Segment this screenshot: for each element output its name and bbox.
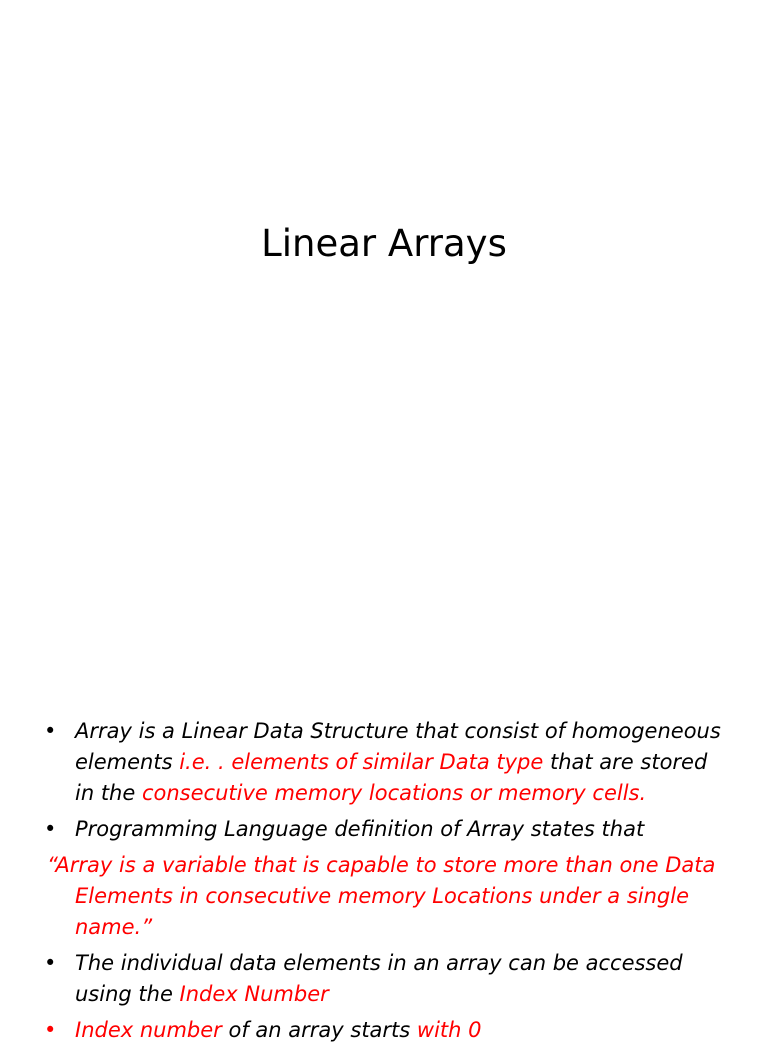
text-segment: of an array starts — [221, 1018, 417, 1042]
highlight-segment: consecutive memory locations or memory cells. — [141, 781, 647, 805]
text-segment: Array is a Linear Data Structure that consist of homogeneous elements — [75, 719, 721, 774]
bullet-marker: • — [44, 1018, 57, 1042]
bullet-marker: • — [44, 951, 57, 975]
highlight-segment: Index number — [75, 1018, 222, 1042]
slide-body — [0, 716, 768, 1051]
text-segment: that are stored in the — [75, 750, 708, 805]
bullet-programming-definition — [0, 814, 768, 845]
bullet-index-access — [0, 948, 768, 1010]
slide-title: Linear Arrays — [261, 222, 507, 265]
quote-text: “Array is a variable that is capable to store more than one Data Elements in consecutive memory Locations under a single name.” — [47, 853, 716, 939]
highlight-segment: Index Number — [179, 982, 329, 1006]
bullet-marker: • — [44, 719, 57, 743]
text-segment: The individual data elements in an array can be accessed using the — [75, 951, 683, 1006]
text-segment: Programming Language definition of Array states that — [75, 817, 645, 841]
bullet-array-definition — [0, 716, 768, 809]
definition-quote — [0, 850, 768, 943]
highlight-segment: i.e. . elements of similar Data type — [179, 750, 544, 774]
bullet-marker: • — [44, 817, 57, 841]
highlight-segment: with 0 — [416, 1018, 482, 1042]
bullet-index-start — [0, 1015, 768, 1046]
